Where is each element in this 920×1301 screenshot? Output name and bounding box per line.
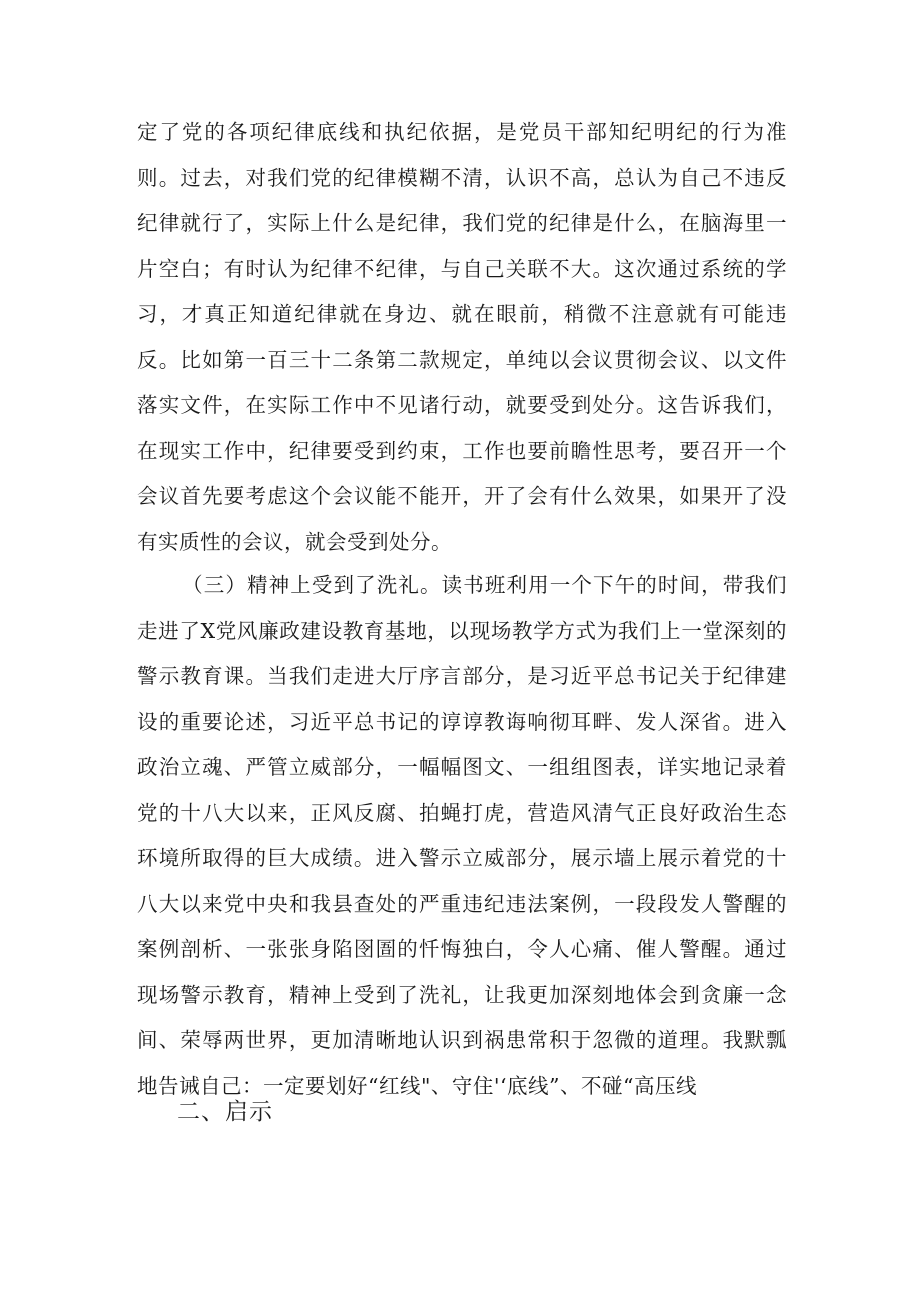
paragraph-text: （三）精神上受到了洗礼。读书班利用一个下午的时间，带我们走进了X党风廉政建设教育基地，以现场教学方式为我们上一堂深刻的警示教育课。当我们走进大厅序言部分，是习近平总书记关于纪律建设的重要论述，习近平总书记的谆谆教诲响彻耳畔、发人深省。进入政治立魂、严管立威部分，一幅幅图文、一组组图表，详实地记录着党的十八大以来，正风反腐、拍蝇打虎，营造风清气正良好政治生态环境所取得的巨大成绩。进入警示立威部分，展示墙上展示着党的十八大以来党中央和我县查处的严重违纪违法案例，一段段发人警醒的案例剖析、一张张身陷囹圄的忏悔独白，令人心痛、催人警醒。通过现场警示教育，精神上受到了洗礼，让我更加深刻地体会到贪廉一念间、荣辱两世界，更加清晰地认识到祸患常积于忽微的道理。我默瓢地告诫自己：一定要划好“红线"、守住'‘底线”、不碰“高压线 [137,573,787,1098]
paragraph-text: 定了党的各项纪律底线和执纪依据，是党员干部知纪明纪的行为准则。过去，对我们党的纪律模糊不清，认识不高，总认为自己不违反纪律就行了，实际上什么是纪律，我们党的纪律是什么，在脑海里一片空白；有时认为纪律不纪律，与自己关联不大。这次通过系统的学习，才真正知道纪律就在身边、就在眼前，稍微不注意就有可能违反。比如第一百三十二条第二款规定，单纯以会议贯彻会议、以文件落实文件，在实际工作中不见诸行动，就要受到处分。这告诉我们，在现实工作中，纪律要受到约束，工作也要前瞻性思考，要召开一个会议首先要考虑这个会议能不能开，开了会有什么效果，如果开了没有实质性的会议，就会受到处分。 [137,120,787,554]
body-paragraph-1 [137,110,787,565]
body-paragraph-2 [137,563,787,1109]
section-heading: 二、启示 [177,1099,273,1125]
